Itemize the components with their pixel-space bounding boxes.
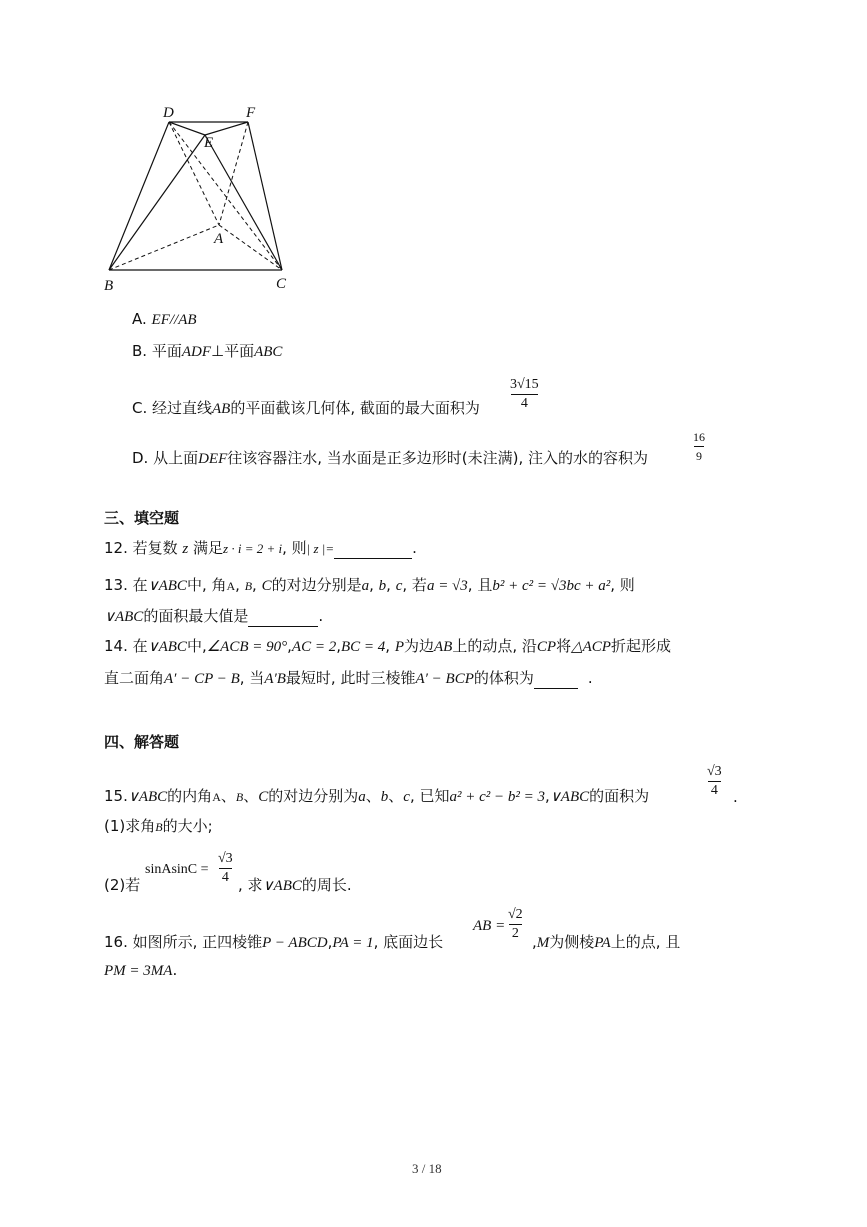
question-15-part-1: (1)求角B的大小;: [104, 817, 213, 835]
option-c-fraction: 3√15 4: [510, 377, 539, 411]
question-15-area-fraction: √3 4: [707, 764, 722, 798]
question-16-line-1: 16. 如图所示, 正四棱锥P − ABCD,PA = 1, 底面边长: [104, 933, 444, 951]
question-16-ab-equation: AB =: [473, 918, 506, 934]
question-15-part-2-fraction: √3 4: [218, 851, 233, 885]
question-16-line-1-rest: ,M为侧棱PA上的点, 且: [532, 933, 681, 951]
answer-blank-13[interactable]: [248, 612, 318, 627]
label-b: B: [104, 278, 114, 294]
option-d-fraction: 16 9: [693, 430, 705, 463]
option-a: A. EF//AB: [132, 310, 197, 328]
option-b: B. 平面ADF⊥平面ABC: [132, 342, 283, 360]
section-4-title: 四、解答题: [104, 733, 180, 751]
geometry-figure: [95, 95, 305, 300]
question-16-line-2: PM = 3MA.: [104, 961, 178, 979]
question-13-line-1: 13. 在∨ABC中, 角A, B, C的对边分别是a, b, c, 若a = √3, 且b² + c² = √3bc + a², 则: [104, 576, 635, 594]
option-d: D. 从上面DEF往该容器注水, 当水面是正多边形时(未注满), 注入的水的容积为: [132, 449, 649, 467]
label-c: C: [276, 276, 287, 292]
question-15-period: .: [733, 788, 738, 806]
label-e: E: [204, 135, 214, 151]
label-a: A: [214, 231, 224, 247]
question-16-fraction: √2 2: [508, 907, 523, 941]
section-3-title: 三、填空题: [104, 509, 180, 527]
page-number: 3 / 18: [412, 1161, 442, 1176]
answer-blank-12[interactable]: [334, 544, 412, 559]
question-14-line-2: 直二面角A′ − CP − B, 当A′B最短时, 此时三棱锥A′ − BCP的体积为 .: [104, 669, 593, 687]
label-f: F: [246, 105, 256, 121]
question-15-part-2: (2)若: [104, 876, 141, 894]
answer-blank-14[interactable]: [534, 674, 578, 689]
question-15-part-2-equation: sinAsinC =: [145, 862, 209, 877]
label-d: D: [163, 105, 174, 121]
question-15-line-1: 15.∨ABC的内角A、B、C的对边分别为a、b、c, 已知a² + c² − b² = 3,∨ABC的面积为: [104, 787, 650, 805]
question-15-part-2-rest: , 求∨ABC的周长.: [238, 876, 352, 894]
option-c: C. 经过直线AB的平面截该几何体, 截面的最大面积为: [132, 399, 480, 417]
question-12: 12. 若复数 z 满足z · i = 2 + i, 则| z |= .: [104, 539, 417, 557]
question-14-line-1: 14. 在∨ABC中,∠ACB = 90°,AC = 2,BC = 4, P为边AB上的动点, 沿CP将△ACP折起形成: [104, 637, 671, 655]
question-13-line-2: ∨ABC的面积最大值是 .: [104, 607, 324, 625]
